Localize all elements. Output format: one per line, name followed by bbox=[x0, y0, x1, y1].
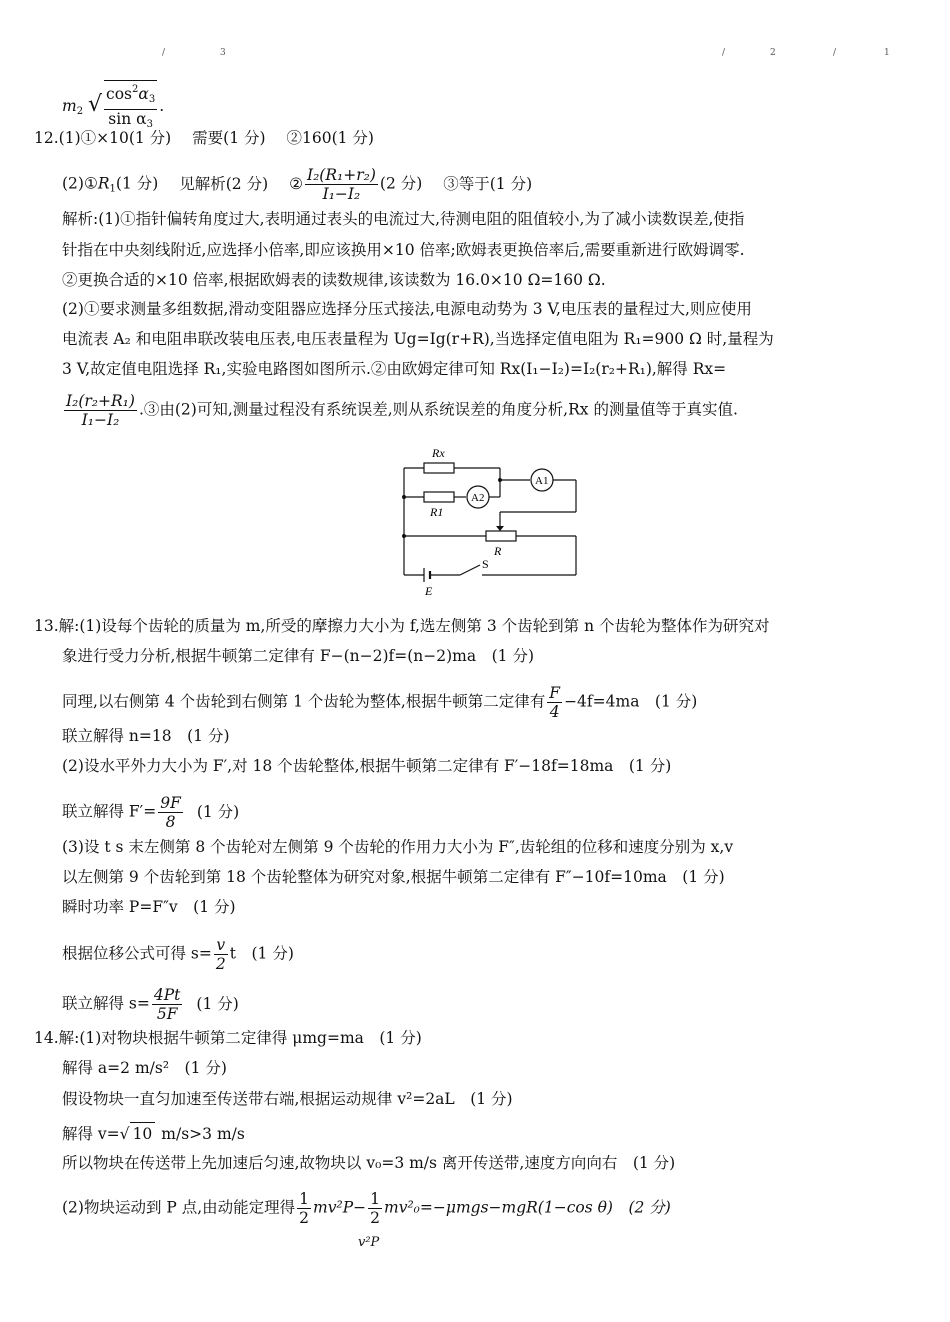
label-rx: Rx bbox=[432, 446, 445, 460]
q12-analysis-line: 针指在中央刻线附近,应选择小倍率,即应该换用×10 倍率;欧姆表更换倍率后,需要重新进行欧姆调零. bbox=[62, 241, 745, 259]
q14-line: 解得 a=2 m/s² (1 分) bbox=[62, 1059, 227, 1077]
fraction: $\frac{\text{I₂(R₁+r₂)}}{\text{I₁−I₂}}$ bbox=[306, 166, 376, 203]
fraction: $\frac{1}{2}$ bbox=[370, 1190, 381, 1227]
header-mark: / bbox=[162, 48, 166, 58]
q14-line: 解得 v=√ 10 m/s>3 m/s bbox=[62, 1122, 245, 1145]
q14-line: 所以物块在传送带上先加速后匀速,故物块以 v₀=3 m/s 离开传送带,速度方向向右 (1 分) bbox=[62, 1154, 676, 1172]
q13-line: (3)设 t s 末左侧第 8 个齿轮对左侧第 9 个齿轮的作用力大小为 F″,齿轮组的位移和速度分别为 x,v bbox=[62, 838, 734, 856]
q12-line1: 12.(1)①×10(1 分) 需要(1 分) ②160(1 分) bbox=[34, 129, 374, 147]
resistor-rx bbox=[424, 463, 454, 473]
q12-analysis-line: 电流表 A₂ 和电阻串联改装电压表,电压表量程为 Ug=Ig(r+R),当选择定值电阻为 R₁=900 Ω 时,量程为 bbox=[62, 330, 774, 348]
q12-line2: $(2)①R_1(1$ 分) 见解析(2 分) ② $\frac{\text{I₂(R₁+r₂)}}{\text{I₁−I₂}}$ (2 分) ③等于(1 分) bbox=[62, 166, 533, 203]
q12-analysis-line: 3 V,故定值电阻选择 R₁,实验电路图如图所示.②由欧姆定律可知 Rx(I₁−I₂)=I₂(r₂+R₁),解得 Rx= bbox=[62, 360, 727, 378]
q11-tail-formula: $m_2$ √ $\frac{\cos^2\alpha_3}{\sin \alpha_3}$ . bbox=[62, 80, 164, 134]
q13-line: (2)设水平外力大小为 F′,对 18 个齿轮整体,根据牛顿第二定律有 F′−18f=18ma (1 分) bbox=[62, 757, 672, 775]
q13-line: 象进行受力分析,根据牛顿第二定律有 F−(n−2)f=(n−2)ma (1 分) bbox=[62, 647, 534, 665]
fraction: $\frac{\text{I₂(r₂+R₁)}}{\text{I₁−I₂}}$ bbox=[66, 392, 135, 429]
rheostat-r bbox=[486, 531, 516, 541]
question-number: 12. bbox=[34, 129, 59, 147]
q14-line: (2)物块运动到 P 点,由动能定理得 $\frac{1}{2}$ mv²P− $\frac{1}{2}$ mv²₀=−μmgs−mgR(1−cos θ) (2 分) bbox=[62, 1190, 671, 1227]
q12-analysis-line: ②更换合适的×10 倍率,根据欧姆表的读数规律,该读数为 16.0×10 Ω=160 Ω. bbox=[62, 271, 606, 289]
header-mark: 1 bbox=[884, 48, 890, 58]
q12-analysis-last: $\frac{\text{I₂(r₂+R₁)}}{\text{I₁−I₂}}$ .③由(2)可知,测量过程没有系统误差,则从系统误差的角度分析,Rx 的测量值等于真实值. bbox=[66, 392, 738, 429]
label-r1: R1 bbox=[430, 505, 444, 519]
q13-line: 联立解得 F′= $\frac{9F}{8}$ (1 分) bbox=[62, 794, 240, 831]
q13-line: 瞬时功率 P=F″v (1 分) bbox=[62, 898, 236, 916]
switch-s bbox=[460, 565, 480, 575]
q13-line: 联立解得 n=18 (1 分) bbox=[62, 727, 230, 745]
question-number: 14. bbox=[34, 1029, 59, 1047]
q12-analysis-line: 解析:(1)①指针偏转角度过大,表明通过表头的电流过大,待测电阻的阻值较小,为了减小读数误差,使指 bbox=[62, 210, 745, 228]
header-mark: 3 bbox=[220, 48, 226, 58]
q12-analysis-line: (2)①要求测量多组数据,滑动变阻器应选择分压式接法,电源电动势为 3 V,电压表的量程过大,则应使用 bbox=[62, 300, 752, 318]
label-e: E bbox=[425, 584, 433, 598]
label-a1: A1 bbox=[535, 475, 549, 487]
label-s: S bbox=[482, 557, 489, 571]
header-mark: / bbox=[833, 48, 837, 58]
q13-line: 联立解得 s= $\frac{4Pt}{5F}$ (1 分) bbox=[62, 986, 239, 1023]
q13-line: 同理,以右侧第 4 个齿轮到右侧第 1 个齿轮为整体,根据牛顿第二定律有 $\frac{F}{4}$ −4f=4ma (1 分) bbox=[62, 684, 698, 721]
label-r: R bbox=[494, 544, 502, 558]
resistor-r1 bbox=[424, 492, 454, 502]
q14-line: 14.解:(1)对物块根据牛顿第二定律得 μmg=ma (1 分) bbox=[34, 1029, 422, 1047]
header-mark: / bbox=[722, 48, 726, 58]
q13-line: 13.解:(1)设每个齿轮的质量为 m,所受的摩擦力大小为 f,选左侧第 3 个齿轮到第 n 个齿轮为整体作为研究对 bbox=[34, 617, 770, 635]
q13-line: 以左侧第 9 个齿轮到第 18 个齿轮整体为研究对象,根据牛顿第二定律有 F″−10f=10ma (1 分) bbox=[62, 868, 725, 886]
label-a2: A2 bbox=[471, 492, 485, 504]
q14-line-partial: v²P bbox=[358, 1235, 380, 1250]
fraction: $\frac{F}{4}$ bbox=[549, 684, 561, 721]
q14-line: 假设物块一直匀加速至传送带右端,根据运动规律 v²=2aL (1 分) bbox=[62, 1090, 513, 1108]
fraction: $\frac{1}{2}$ bbox=[299, 1190, 310, 1227]
fraction: $\frac{4Pt}{5F}$ bbox=[153, 986, 181, 1023]
fraction: $\frac{9F}{8}$ bbox=[160, 794, 181, 831]
question-number: 13. bbox=[34, 617, 59, 635]
fraction: $\frac{v}{2}$ bbox=[215, 936, 226, 973]
circuit-diagram bbox=[390, 440, 590, 600]
header-mark: 2 bbox=[770, 48, 776, 58]
q13-line: 根据位移公式可得 s= $\frac{v}{2}$ t (1 分) bbox=[62, 936, 294, 973]
